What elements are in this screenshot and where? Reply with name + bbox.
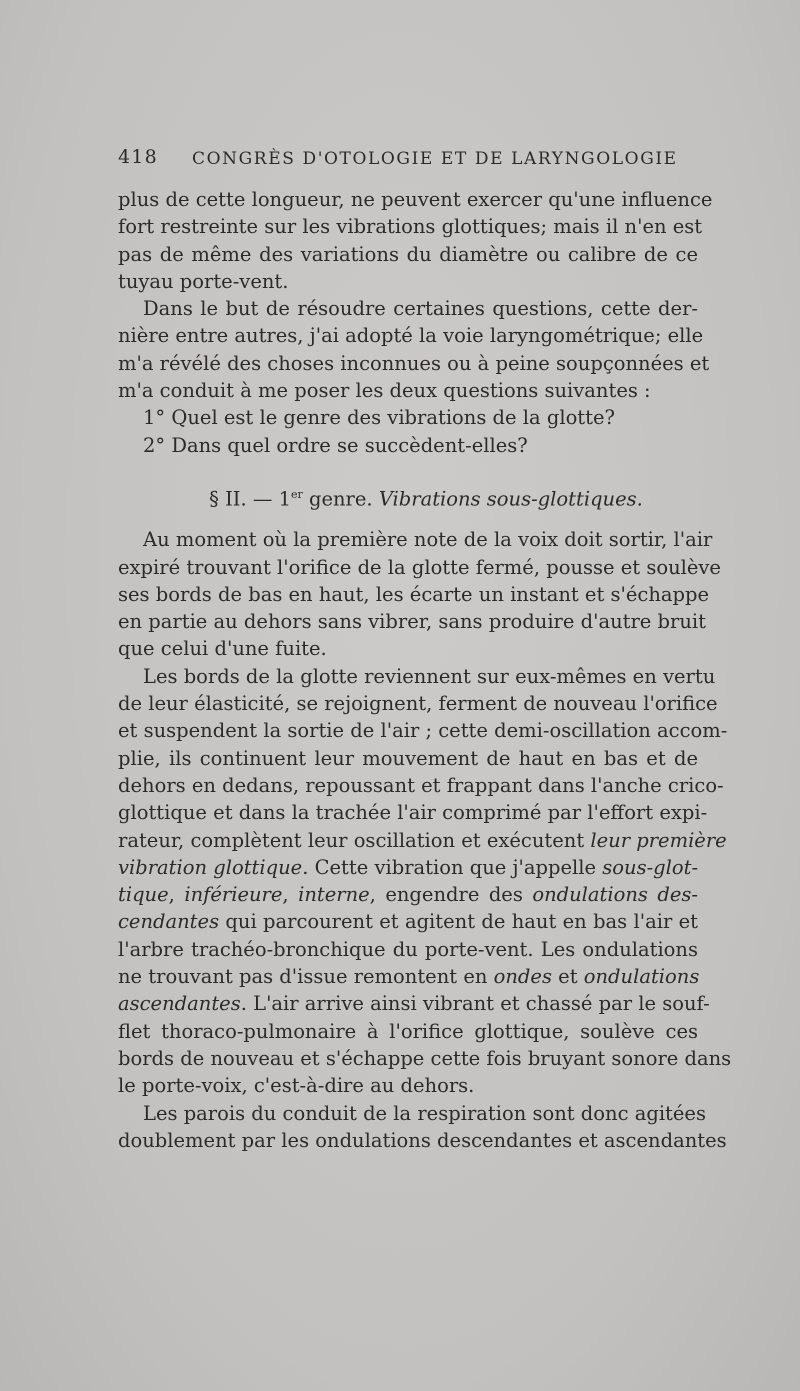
text-line: plie, ils continuent leur mouvement de haut en bas et de (118, 746, 698, 770)
text-line: expiré trouvant l'orifice de la glotte fermé, pousse et soulève (118, 555, 721, 579)
text-line: Les parois du conduit de la respiration sont donc agitées (143, 1101, 706, 1125)
page-number: 418 (118, 146, 158, 168)
text-line: Dans le but de résoudre certaines questions, cette der- (143, 297, 698, 321)
text-line (118, 908, 698, 935)
text-line: Les bords de la glotte reviennent sur eux-mêmes en vertu (143, 664, 716, 688)
text-line: tuyau porte-vent. (118, 269, 289, 293)
text-fragment: , engendre des (369, 883, 533, 907)
text-line: dehors en dedans, repoussant et frappant dans l'anche crico- (118, 773, 724, 797)
italic-fragment: ascendantes (118, 992, 241, 1016)
text-line: 1° Quel est le genre des vibrations de la glotte? (143, 406, 615, 430)
text-fragment: ne trouvant pas d'issue remontent en (118, 965, 494, 989)
text-line: pas de même des variations du diamètre ou calibre de ce (118, 242, 698, 266)
text-line: doublement par les ondulations descendantes et ascendantes (118, 1128, 727, 1152)
italic-fragment: sous-glot- (602, 855, 699, 879)
text-line: en partie au dehors sans vibrer, sans produire d'autre bruit (118, 610, 706, 634)
text-line: nière entre autres, j'ai adopté la voie laryngométrique; elle (118, 324, 704, 348)
text-line (118, 963, 698, 990)
text-fragment: rateur, complètent leur oscillation et exécutent (118, 828, 591, 852)
italic-fragment: vibration glottique (118, 855, 303, 879)
text-fragment: , (168, 883, 185, 907)
text-line: m'a conduit à me poser les deux questions suivantes : (118, 379, 651, 403)
italic-fragment: tique (118, 883, 169, 907)
text-line: m'a révélé des choses inconnues ou à peine soupçonnées et (118, 351, 710, 375)
italic-fragment: ondulations (583, 965, 700, 989)
section-middle: genre. (302, 487, 379, 511)
italic-fragment: cendantes (118, 910, 220, 934)
section-superscript: er (290, 487, 303, 501)
italic-fragment: ondulations des- (532, 883, 698, 907)
text-line: glottique et dans la trachée l'air comprimé par l'effort expi- (118, 801, 708, 825)
text-fragment: . L'air arrive ainsi vibrant et chassé par le souf- (240, 992, 710, 1016)
section-prefix: § II. — 1 (209, 487, 291, 511)
section-heading (118, 481, 698, 511)
text-fragment: et (551, 965, 584, 989)
italic-fragment: interne (298, 883, 370, 907)
text-line: 2° Dans quel ordre se succèdent-elles? (143, 433, 528, 457)
text-line: et suspendent la sortie de l'air ; cette demi-oscillation accom- (118, 719, 728, 743)
text-line (118, 854, 698, 881)
text-line: fort restreinte sur les vibrations glottiques; mais il n'en est (118, 215, 703, 239)
text-line: flet thoraco-pulmonaire à l'orifice glottique, soulève ces (118, 1019, 698, 1043)
italic-fragment: ondes (493, 965, 552, 989)
text-line: l'arbre trachéo-bronchique du porte-vent. Les ondulations (118, 937, 698, 961)
text-line (118, 881, 698, 908)
running-title: CONGRÈS D'OTOLOGIE ET DE LARYNGOLOGIE (192, 149, 678, 169)
text-line: de leur élasticité, se rejoignent, ferment de nouveau l'orifice (118, 692, 718, 716)
text-line: plus de cette longueur, ne peuvent exercer qu'une influence (118, 188, 713, 211)
text-line: ses bords de bas en haut, les écarte un instant et s'échappe (118, 582, 710, 606)
text-line: bords de nouveau et s'échappe cette fois bruyant sonore dans (118, 1046, 732, 1070)
text-fragment: . Cette vibration que j'appelle (302, 855, 603, 879)
text-line: Au moment où la première note de la voix doit sortir, l'air (143, 528, 713, 552)
text-fragment: qui parcourent et agitent de haut en bas l'air et (219, 910, 698, 934)
text-line (118, 990, 710, 1017)
text-line: le porte-voix, c'est-à-dire au dehors. (118, 1074, 475, 1098)
text-fragment: , (282, 883, 299, 907)
italic-fragment: leur première (590, 828, 727, 852)
running-header (118, 146, 678, 176)
text-line: que celui d'une fuite. (118, 637, 327, 661)
italic-fragment: inférieure (184, 883, 283, 907)
section-title: Vibrations sous-glottiques. (378, 487, 643, 511)
body-text (118, 186, 732, 1154)
text-line (118, 827, 727, 854)
